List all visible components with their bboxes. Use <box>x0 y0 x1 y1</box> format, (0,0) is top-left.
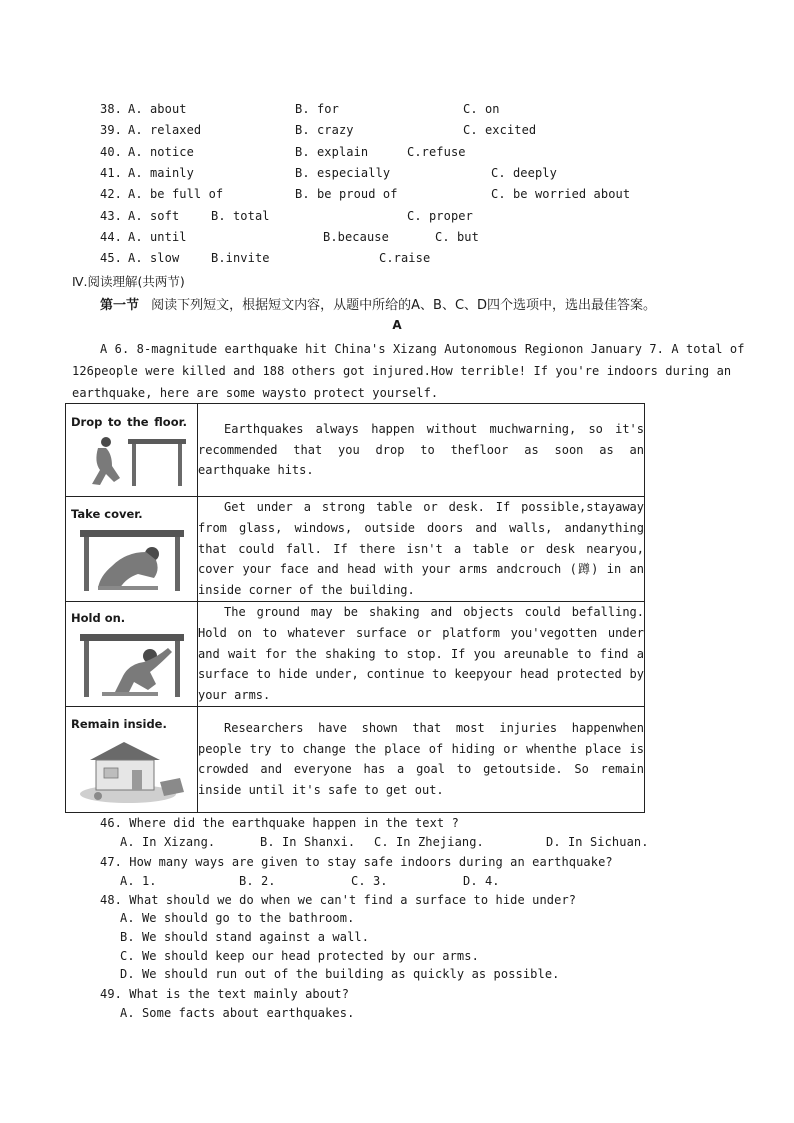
tip-row <box>66 601 645 706</box>
choice-b: B. especially <box>295 166 391 180</box>
question-number: 41. <box>100 166 122 180</box>
choice-c: C. on <box>463 102 500 116</box>
tip-cell-left <box>66 404 198 497</box>
option-row <box>100 230 479 244</box>
question-number: 40. <box>100 145 122 159</box>
option-row <box>100 145 466 159</box>
tip-title: Remain inside. <box>71 717 167 732</box>
intro-line-1: A 6. 8-magnitude earthquake hit China's Xizang Autonomous Regionon January 7. A total of <box>100 342 745 356</box>
option-row <box>100 123 537 137</box>
question-choice: D. We should run out of the building as quickly as possible. <box>120 967 560 981</box>
tip-cell-left <box>66 601 198 706</box>
question-choice: A. Some facts about earthquakes. <box>120 1006 355 1020</box>
question-number: 39. <box>100 123 122 137</box>
sub-section-label: 第一节 <box>100 298 140 313</box>
choice-a: A. notice <box>128 145 194 159</box>
tip-cell-left <box>66 497 198 602</box>
choice-a: A. until <box>128 230 187 244</box>
section-instruction <box>100 294 656 313</box>
tip-row <box>66 706 645 812</box>
tip-title: Drop to the floor. <box>71 415 187 429</box>
tip-cell-right <box>198 404 645 497</box>
tip-cell-right <box>198 706 645 812</box>
question-stem: 48. What should we do when we can't find a surface to hide under? <box>100 893 577 907</box>
option-row <box>100 166 557 180</box>
question-choice: A. In Xizang. <box>120 835 216 849</box>
tip-row <box>66 404 645 497</box>
question-choice: D. In Sichuan. <box>546 835 649 849</box>
tip-text: Earthquakes always happen without muchwarning, so it's recommended that you drop to thefloor as soon as an earthquake hits. <box>198 421 644 478</box>
question-number: 45. <box>100 251 122 265</box>
option-row <box>100 251 431 265</box>
choice-c: C. deeply <box>491 166 557 180</box>
question-choice: B. 2. <box>239 874 276 888</box>
tip-cell-right <box>198 601 645 706</box>
tip-text: The ground may be shaking and objects could befalling. Hold on to whatever surface or platform you'vegotten under and wait for the shaking to stop. If you areunable to find a surface to hide under, continue to keepyour head protected by your arms. <box>198 604 644 703</box>
choice-b: B. explain <box>295 145 369 159</box>
choice-a: A. be full of <box>128 187 224 201</box>
tip-cell-right <box>198 497 645 602</box>
question-choice: A. 1. <box>120 874 157 888</box>
choice-b: B. for <box>295 102 339 116</box>
take-cover-illustration <box>76 528 188 594</box>
question-choice: C. 3. <box>351 874 388 888</box>
question-choice: D. 4. <box>463 874 500 888</box>
passage-letter: A <box>392 318 402 332</box>
question-number: 44. <box>100 230 122 244</box>
choice-c: C. proper <box>407 209 473 223</box>
section-heading: Ⅳ.阅读理解(共两节) <box>72 274 185 289</box>
question-number: 42. <box>100 187 122 201</box>
choice-c: C.refuse <box>407 145 466 159</box>
tip-text: Get under a strong table or desk. If possible,stayaway from glass, windows, outside doors and walls, andanything that could fall. If there isn't a table or desk nearyou, cover your face and head with your arms andcrouch (蹲) in an inside corner of the building. <box>198 500 644 598</box>
question-choice: B. In Shanxi. <box>260 835 356 849</box>
drop-to-floor-illustration <box>76 436 188 488</box>
tip-row <box>66 497 645 602</box>
question-choice: B. We should stand against a wall. <box>120 930 370 944</box>
question-choice: C. In Zhejiang. <box>374 835 484 849</box>
choice-b: B. total <box>211 209 270 223</box>
choice-c: C.raise <box>379 251 431 265</box>
question-stem: 49. What is the text mainly about? <box>100 987 350 1001</box>
choice-a: A. slow <box>128 251 180 265</box>
choice-a: A. mainly <box>128 166 194 180</box>
question-choice: A. We should go to the bathroom. <box>120 911 355 925</box>
choice-b: B.because <box>323 230 389 244</box>
tip-cell-left <box>66 706 198 812</box>
option-row <box>100 102 500 116</box>
instruction-text: 阅读下列短文，根据短文内容，从题中所给的A、B、C、D四个选项中，选出最佳答案。 <box>151 298 657 313</box>
choice-c: C. be worried about <box>491 187 631 201</box>
choice-b: B. be proud of <box>295 187 398 201</box>
choice-a: A. soft <box>128 209 180 223</box>
question-stem: 47. How many ways are given to stay safe indoors during an earthquake? <box>100 855 613 869</box>
tip-text: Researchers have shown that most injuries happenwhen people try to change the place of hiding or whenthe place is crowded and everyone has a goal to getoutside. So remain inside until it's safe to get out. <box>198 720 644 798</box>
choice-c: C. but <box>435 230 479 244</box>
intro-line-2: 126people were killed and 188 others got injured.How terrible! If you're indoors during an <box>72 364 732 378</box>
choice-b: B.invite <box>211 251 270 265</box>
tip-title: Take cover. <box>71 506 143 521</box>
tips-table <box>65 403 645 813</box>
question-number: 38. <box>100 102 122 116</box>
intro-line-3: earthquake, here are some waysto protect yourself. <box>72 386 439 400</box>
option-row <box>100 209 473 223</box>
choice-a: A. relaxed <box>128 123 202 137</box>
tip-title: Hold on. <box>71 610 126 625</box>
question-number: 43. <box>100 209 122 223</box>
choice-b: B. crazy <box>295 123 354 137</box>
choice-a: A. about <box>128 102 187 116</box>
question-choice: C. We should keep our head protected by our arms. <box>120 949 479 963</box>
hold-on-illustration <box>76 632 188 700</box>
question-stem: 46. Where did the earthquake happen in the text ? <box>100 816 459 830</box>
remain-inside-illustration <box>76 738 188 804</box>
option-row <box>100 187 631 201</box>
choice-c: C. excited <box>463 123 537 137</box>
